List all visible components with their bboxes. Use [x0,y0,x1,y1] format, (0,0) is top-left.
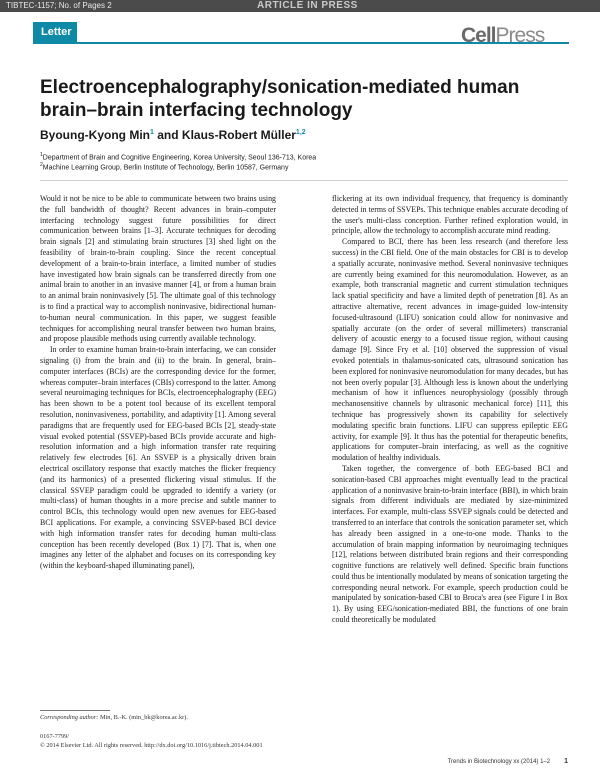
top-header-bar [0,0,600,12]
logo-press: Press [495,24,545,47]
body-column-left [40,194,276,572]
corresponding-author [40,714,188,721]
header-separator [40,180,568,181]
paragraph: Would it not be nice to be able to communicate between two brains using the full bandwidth of thought? Recent advances in brain–computer interfacing technology suggest future possibilities for direct communication between brains [1–3]. Accurate techniques for decoding brain signals [2] and stimulating brain structures [3] shed light on the feasibility of brain-to-brain coupling. Since the recent conceptual development of a brain-to-brain interface, a limited number of studies have investigated how brain signals can be transferred directly from one animal brain to another in an invasive manner [4], or from a human brain to an animal brain noninvasively [5]. The ultimate goal of this technology is to find a practical way to accomplish noninvasive, bidirectional human-to-human neural communication. In this paper, we suggest feasible techniques for accomplishing neural transfer between two human brains, and propose plausible methods using currently available technology. [40,194,276,344]
cellpress-logo [461,24,544,48]
corresponding-label: Corresponding author: [40,714,99,721]
corresponding-email[interactable]: (min_bk@korea.ac.kr). [129,714,188,721]
affiliation-text: Machine Learning Group, Berlin Institute of Technology, Berlin 10587, Germany [42,164,289,172]
author-affiliation-mark: 1 [149,129,154,136]
affiliation-text: Department of Brain and Cognitive Engineering, Korea University, Seoul 136-713, Korea [42,154,317,162]
section-tab [33,22,77,44]
paragraph: flickering at its own individual frequency, that frequency is dominantly detected in terms of SSVEPs. This technique enables accurate decoding of the user's multi-class conception. Further refined exploration would, in principle, allow the technology to accomplish accurate mind reading. [332,194,568,236]
footer-journal: Trends in Biotechnology xx (2014) 1–2 [447,759,551,765]
paragraph: In order to examine human brain-to-brain interfacing, we can consider signaling (i) from the brain and (ii) to the brain. In general, brain–computer interfaces (BCIs) are the corresponding device for the former, whereas computer–brain interfaces (CBIs) correspond to the latter. Among several neuroimaging techniques for BCIs, electroencephalography (EEG) has been shown to be a potent tool because of its excellent temporal resolution, noninvasiveness, portability, and adaptivity [1]. Among several paradigms that are frequently used for EEG-based BCIs [2], steady-state visual evoked potential (SSVEP)-based BCIs provide accurate and high-resolution information and a high information transfer rate requiring relatively few electrodes [6]. An SSVEP is a physically driven brain electrical oscillatory response that exactly matches the flicker frequency (and its harmonics) of a presented flickering visual stimulus. If the classical SSVEP paradigm could be upgraded to identify a variety (or multi-class) of human thoughts in a more precise and subtle manner to control BCIs, this technology would open new avenues for EEG-based BCI applications. For example, a convincing SSVEP-based BCI device with high information transfer rates for decoding human multi-class conception has been recently developed (Box 1) [7]. That is, when one imagines any letter of the alphabet and focuses on its corresponding key (within the keyboard-shaped illuminating panel), [40,345,276,571]
article-title: Electroencephalography/sonication-mediated human brain–brain interfacing technology [40,77,520,121]
author-joiner: and [153,128,182,142]
section-label: Letter [41,26,72,38]
copyright-doi: © 2014 Elsevier Ltd. All rights reserved. http://dx.doi.org/10.1016/j.tibtech.2014.04.001 [40,742,263,749]
page-number: 1 [564,758,568,765]
body-column-right [332,194,568,626]
author-name: Klaus-Robert Müller [181,128,296,142]
author-list [40,128,306,142]
affiliation-mark: 2 [40,162,43,168]
paragraph: Compared to BCI, there has been less research (and therefore less success) in the CBI field. One of the main obstacles for CBI is to develop a spatially accurate, noninvasive method. Several noninvasive techniques are currently being examined for this neuromodulation. However, as an example, both transcranial magnetic and current stimulation techniques lack spatial specificity and have a limited depth of penetration [8]. As an attractive alternative, recent advances in image-guided low-intensity focused-ultrasound (LIFU) sonication could allow for noninvasive and spatially accurate (on the order of several millimeters) transcranial delivery of acoustic energy to a focused tissue region, without causing damage [9]. Since Fry et al. [10] observed the suppression of visual evoked potentials in thalamus-sonicated cats, ultrasound sonication has been explored for noninvasive neuromodulation for many decades, but has not been overly popular [3]. Although less is known about the underlying mechanism of how it influences neurophysiology (possibly through mechanosensitive channels by ultrasonic mechanical force) [11], this technique has progressively shown its capability for selectively modulating specific brain functions. LIFU can suppress epileptic EEG activity, for example [9]. It thus has the potential for therapeutic benefits, applications for computer–brain interfacing, as well as the cognitive modulation of healthy individuals. [332,237,568,463]
journal-code: TIBTEC-1157; No. of Pages 2 [6,1,112,10]
article-status: ARTICLE IN PRESS [257,0,358,11]
page-footer [448,758,568,765]
logo-cell: Cell [461,24,496,47]
paragraph: Taken together, the convergence of both EEG-based BCI and sonication-based CBI approaches might eventually lead to the practical application of a noninvasive brain-to-brain interface (BBI), in which brain signals from different individuals are mediated by size-minimized interfaces. For example, multi-class SSVEP signals could be detected and transferred to an interface that controls the sonication parameter set, which has already been assigned in a one-to-one mode. Thanks to the accumulation of brain mapping information by neuroimaging techniques [12], relations between distributed brain regions and their corresponding cognitive functions are relatively well defined. Specific brain functions could thus be intentionally modulated by means of sonication targeting the corresponding neural network. For example, speech production could be manipulated by sonication-based CBI to Broca's area (see Figure I in Box 1). By using EEG/sonication-mediated BBI, the functions of one brain could theoretically be modulated [332,463,568,625]
footnote-rule [40,710,110,711]
corresponding-name: Min, B.-K. [99,714,128,721]
affiliation-mark: 1 [40,152,43,158]
affiliation [40,162,288,171]
author-name: Byoung-Kyong Min [40,128,150,142]
author-affiliation-mark: 1,2 [295,129,306,136]
issn: 0167-7799/ [40,733,70,740]
affiliation [40,152,316,161]
